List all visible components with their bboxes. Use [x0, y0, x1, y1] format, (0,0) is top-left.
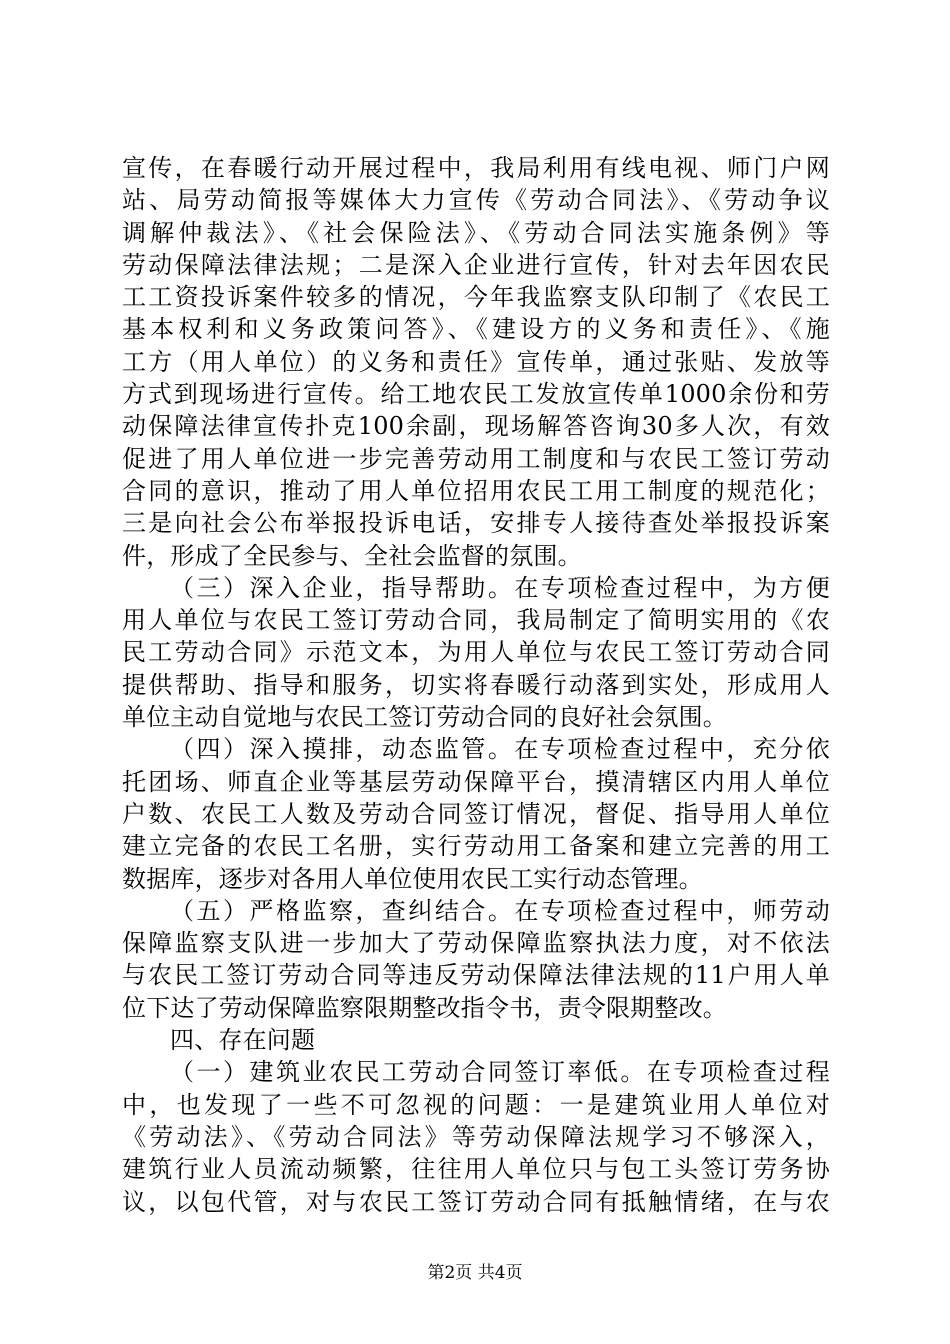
- text-line: 三是向社会公布举报投诉电话，安排专人接待查处举报投诉案: [122, 509, 830, 538]
- text-line: （一）建筑业农民工劳动合同签订率低。在专项检查过程: [170, 1058, 830, 1087]
- text-line: （四）深入摸排，动态监管。在专项检查过程中，充分依: [170, 735, 830, 764]
- text-line: 工方（用人单位）的义务和责任》宣传单，通过张贴、发放等: [122, 347, 830, 376]
- text-line: 建筑行业人员流动频繁，往往用人单位只与包工头签订劳务协: [122, 1155, 830, 1184]
- text-line: （三）深入企业，指导帮助。在专项检查过程中，为方便: [170, 573, 830, 602]
- text-line: 方式到现场进行宣传。给工地农民工发放宣传单1000余份和劳: [122, 380, 830, 409]
- text-line: 动保障法律宣传扑克100余副，现场解答咨询30多人次，有效: [122, 412, 830, 441]
- page-number-label: 第2页 共4页: [427, 1263, 523, 1283]
- text-line: 宣传，在春暖行动开展过程中，我局利用有线电视、师门户网: [122, 154, 830, 182]
- text-line: 与农民工签订劳动合同等违反劳动保障法律法规的11户用人单: [122, 961, 830, 990]
- text-line: 促进了用人单位进一步完善劳动用工制度和与农民工签订劳动: [122, 444, 830, 473]
- text-line: 合同的意识，推动了用人单位招用农民工用工制度的规范化；: [122, 476, 830, 505]
- text-line: 件，形成了全民参与、全社会监督的氛围。: [122, 541, 582, 570]
- text-line: 议，以包代管，对与农民工签订劳动合同有抵触情绪，在与农: [122, 1187, 830, 1216]
- text-line: 四、存在问题: [170, 1026, 316, 1055]
- text-line: 户数、农民工人数及劳动合同签订情况，督促、指导用人单位: [122, 799, 830, 828]
- text-line: 民工劳动合同》示范文本，为用人单位与农民工签订劳动合同: [122, 638, 830, 667]
- text-line: 站、局劳动简报等媒体大力宣传《劳动合同法》、《劳动争议: [122, 186, 830, 215]
- text-line: 提供帮助、指导和服务，切实将春暖行动落到实处，形成用人: [122, 670, 830, 699]
- text-line: 基本权利和义务政策问答》、《建设方的义务和责任》、《施: [122, 315, 830, 344]
- page-footer: [0, 1262, 950, 1284]
- text-line: 建立完备的农民工名册，实行劳动用工备案和建立完善的用工: [122, 832, 830, 861]
- text-line: （五）严格监察，查纠结合。在专项检查过程中，师劳动: [170, 896, 830, 925]
- document-body: [122, 152, 830, 1218]
- text-line: 劳动保障法律法规；二是深入企业进行宣传，针对去年因农民: [122, 250, 830, 279]
- text-line: 工工资投诉案件较多的情况，今年我监察支队印制了《农民工: [122, 283, 830, 312]
- text-line: 数据库，逐步对各用人单位使用农民工实行动态管理。: [122, 864, 703, 893]
- text-line: 中，也发现了一些不可忽视的问题：一是建筑业用人单位对: [122, 1090, 830, 1119]
- text-line: 调解仲裁法》、《社会保险法》、《劳动合同法实施条例》等: [122, 218, 830, 247]
- text-line: 单位主动自觉地与农民工签订劳动合同的良好社会氛围。: [122, 703, 727, 732]
- text-line: 保障监察支队进一步加大了劳动保障监察执法力度，对不依法: [122, 929, 830, 958]
- text-line: 用人单位与农民工签订劳动合同，我局制定了简明实用的《农: [122, 606, 830, 635]
- text-line: 《劳动法》、《劳动合同法》等劳动保障法规学习不够深入，: [122, 1122, 830, 1151]
- text-line: 托团场、师直企业等基层劳动保障平台，摸清辖区内用人单位: [122, 767, 830, 796]
- text-line: 位下达了劳动保障监察限期整改指令书，责令限期整改。: [122, 993, 727, 1022]
